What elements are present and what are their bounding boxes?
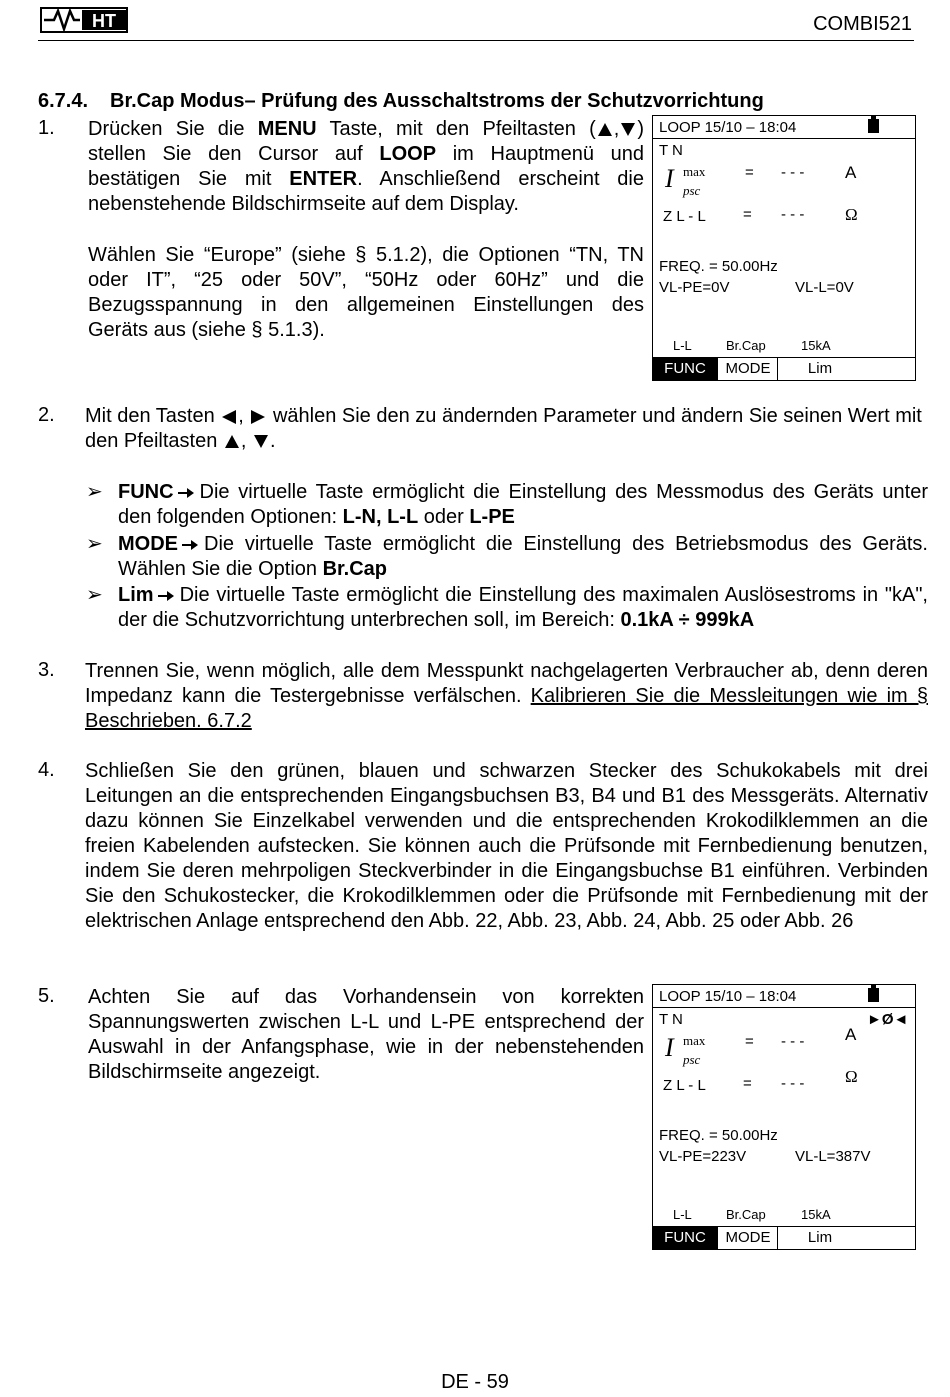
arrow-down-icon [621,123,635,136]
step-4-text: Schließen Sie den grünen, blauen und schwarzen Stecker des Schukokabels mit drei Leitungen an die entsprechenden Eingangsbuchsen B3, B4 und B1 des Messgeräts. Alternativ dazu können Sie Einzelkabel verwenden und die entsprechenden Krokodilklemmen an die freien Kabelenden aufstecken. Sie können auch die Prüfsonde mit Fernbedienung benutzen, indem Sie deren mehrpoligen Steckverbinder in die Eingangsbuchse B1 einführen. Verbinden Sie den Schukostecker, die Krokodilklemmen oder die Prüfsonde mit Fernbedienung mit der elektrischen Anlage entsprechend den Abb. 22, Abb. 23, Abb. 24, Abb. 25 oder Abb. 26 [85,760,928,932]
enter-key-label: ENTER [289,168,358,190]
text-span: , [238,405,250,427]
text-span: Taste, mit den Pfeiltasten ( [316,118,596,140]
func-value: L-L [673,1207,692,1222]
screen-status-bar [653,985,915,1008]
func-softkey[interactable]: FUNC [653,1227,717,1249]
section-heading [38,90,764,113]
impedance-unit: Ω [845,205,858,224]
impedance-value: - - - [781,1075,805,1092]
arrow-up-icon [225,435,239,448]
current-unit: A [845,1025,857,1044]
step-number-1: 1. [38,117,55,139]
battery-icon [868,119,879,133]
impedance-label: Z L - L [663,208,706,225]
system-type: T N [659,142,683,159]
current-symbol: I [665,1033,674,1062]
battery-icon [868,988,879,1002]
arrow-down-icon [254,435,268,448]
current-subscript: psc [683,183,701,198]
display-screen-1 [652,115,916,381]
system-type: T N [659,1011,683,1028]
step-3-text [85,659,928,734]
lim-softkey[interactable]: Lim [777,358,862,380]
document-title: COMBI521 [813,13,912,35]
right-arrow-icon [158,591,174,601]
bullet-func [86,480,928,530]
mode-softkey[interactable]: MODE [717,358,778,380]
phase-rotation-icon: ►Ø◄ [867,1011,909,1028]
mode-option: Br.Cap [322,558,388,580]
voltage-l-pe: VL-PE=0V [659,279,730,296]
lim-value: 15kA [801,1207,831,1222]
voltage-l-pe: VL-PE=223V [659,1148,747,1165]
step-number-2: 2. [38,404,55,426]
text-span: Die virtuelle Taste ermöglicht die Einstellung des Messmodus des Geräts unter den folgenden Optionen: [118,481,928,528]
lim-key-label: Lim [118,584,154,606]
equals-sign: = [745,1033,754,1050]
bullet-mode [86,532,928,582]
step-5-text: Achten Sie auf das Vorhandensein von korrekten Spannungswerten zwischen L-L und L-PE entsprechend der Auswahl in der Anfangsphase, wie in der nebenstehenden Bildschirmseite angezeigt. [88,986,644,1083]
text-span: wählen Sie den zu ändernden Parameter und ändern Sie seinen Wert mit den Pfeiltasten [85,405,922,452]
mode-key-label: MODE [118,533,178,555]
equals-sign: = [745,164,754,181]
arrow-left-icon [222,410,236,424]
mode-value: Br.Cap [726,1207,766,1222]
text-span: oder [418,506,470,528]
func-options: L-N, L-L [342,506,419,528]
step-1-text [88,117,644,217]
text-span: ) [637,118,644,140]
equals-sign: = [743,206,752,223]
section-number: 6.7.4. [38,90,89,112]
text-span: stellen Sie den Cursor auf [88,143,380,165]
impedance-label: Z L - L [663,1077,706,1094]
softkey-bar [653,357,915,380]
current-subscript: psc [683,1052,701,1067]
frequency-readout: FREQ. = 50.00Hz [659,1127,778,1144]
bullet-arrow-icon: ➢ [86,481,103,503]
voltage-l-l: VL-L=0V [795,279,854,296]
section-title: Br.Cap Modus– Prüfung des Ausschaltstroms der Schutzvorrichtung [110,90,764,112]
frequency-readout: FREQ. = 50.00Hz [659,258,778,275]
step-number-4: 4. [38,759,55,781]
ht-logo [40,6,130,34]
screen-status-text: LOOP 15/10 – 18:04 [659,988,797,1005]
text-span: Die virtuelle Taste ermöglicht die Einstellung des Betriebsmodus des Geräts. Wählen Sie die Option [118,533,928,580]
arrow-right-icon [251,410,265,424]
text-span: . Anschließend erscheint die nebenstehende Bildschirmseite auf dem Display. [88,168,644,215]
text-span: . [270,430,276,452]
arrow-up-icon [598,123,612,136]
current-symbol: I [665,164,674,193]
mode-value: Br.Cap [726,338,766,353]
screen-status-text: LOOP 15/10 – 18:04 [659,119,797,136]
equals-sign: = [743,1075,752,1092]
func-option-lpe: L-PE [469,506,515,528]
text-span: Trennen Sie, wenn möglich, alle dem Messpunkt nachgelagerten Verbraucher ab, denn deren Impedanz kann die Testergebnisse verfälschen. [85,660,928,707]
lim-softkey[interactable]: Lim [777,1227,862,1249]
bullet-arrow-icon: ➢ [86,584,103,606]
func-value: L-L [673,338,692,353]
softkey-bar [653,1226,915,1249]
text-span: im Hauptmenü und bestätigen Sie mit [88,143,644,190]
current-superscript: max [683,1033,706,1048]
loop-label: LOOP [379,143,437,165]
current-superscript: max [683,164,706,179]
text-span: , [240,430,252,452]
step-number-3: 3. [38,659,55,681]
ht-logo-icon [40,6,130,34]
header-rule [38,40,914,41]
page-number: DE - 59 [441,1371,509,1393]
logo-text: HT [92,11,116,31]
step-number-5: 5. [38,985,55,1007]
lim-value: 15kA [801,338,831,353]
lim-range: 0.1kA ÷ 999kA [620,609,755,631]
current-value: - - - [781,1033,805,1050]
current-unit: A [845,163,857,182]
right-arrow-icon [178,488,194,498]
right-arrow-icon [182,540,198,550]
impedance-unit: Ω [845,1067,858,1086]
current-value: - - - [781,164,805,181]
step-1-settings-text: Wählen Sie “Europe” (siehe § 5.1.2), die Optionen “TN, TN oder IT”, “25 oder 50V”, “50Hz oder 60Hz” und die Bezugsspannung in den allgemeinen Einstellungen des Geräts aus (siehe § 5.1.3). [88,244,644,341]
step-2-text [85,404,928,454]
text-span: , [613,118,620,140]
menu-key-label: MENU [257,118,317,140]
text-span: Die virtuelle Taste ermöglicht die Einstellung des maximalen Auslösestroms in "kA", der die Schutzvorrichtung unterbrechen soll, im Bereich: [118,584,928,631]
func-key-label: FUNC [118,481,174,503]
func-softkey[interactable]: FUNC [653,358,717,380]
calibration-reference: Kalibrieren Sie die Messleitungen wie im § Beschrieben. 6.7.2 [85,685,928,732]
voltage-l-l: VL-L=387V [795,1148,871,1165]
display-screen-2 [652,984,916,1250]
text-span: Drücken Sie die [88,118,258,140]
mode-softkey[interactable]: MODE [717,1227,778,1249]
bullet-lim [86,583,928,633]
impedance-value: - - - [781,206,805,223]
text-span: Mit den Tasten [85,405,221,427]
screen-status-bar [653,116,915,139]
bullet-arrow-icon: ➢ [86,533,103,555]
